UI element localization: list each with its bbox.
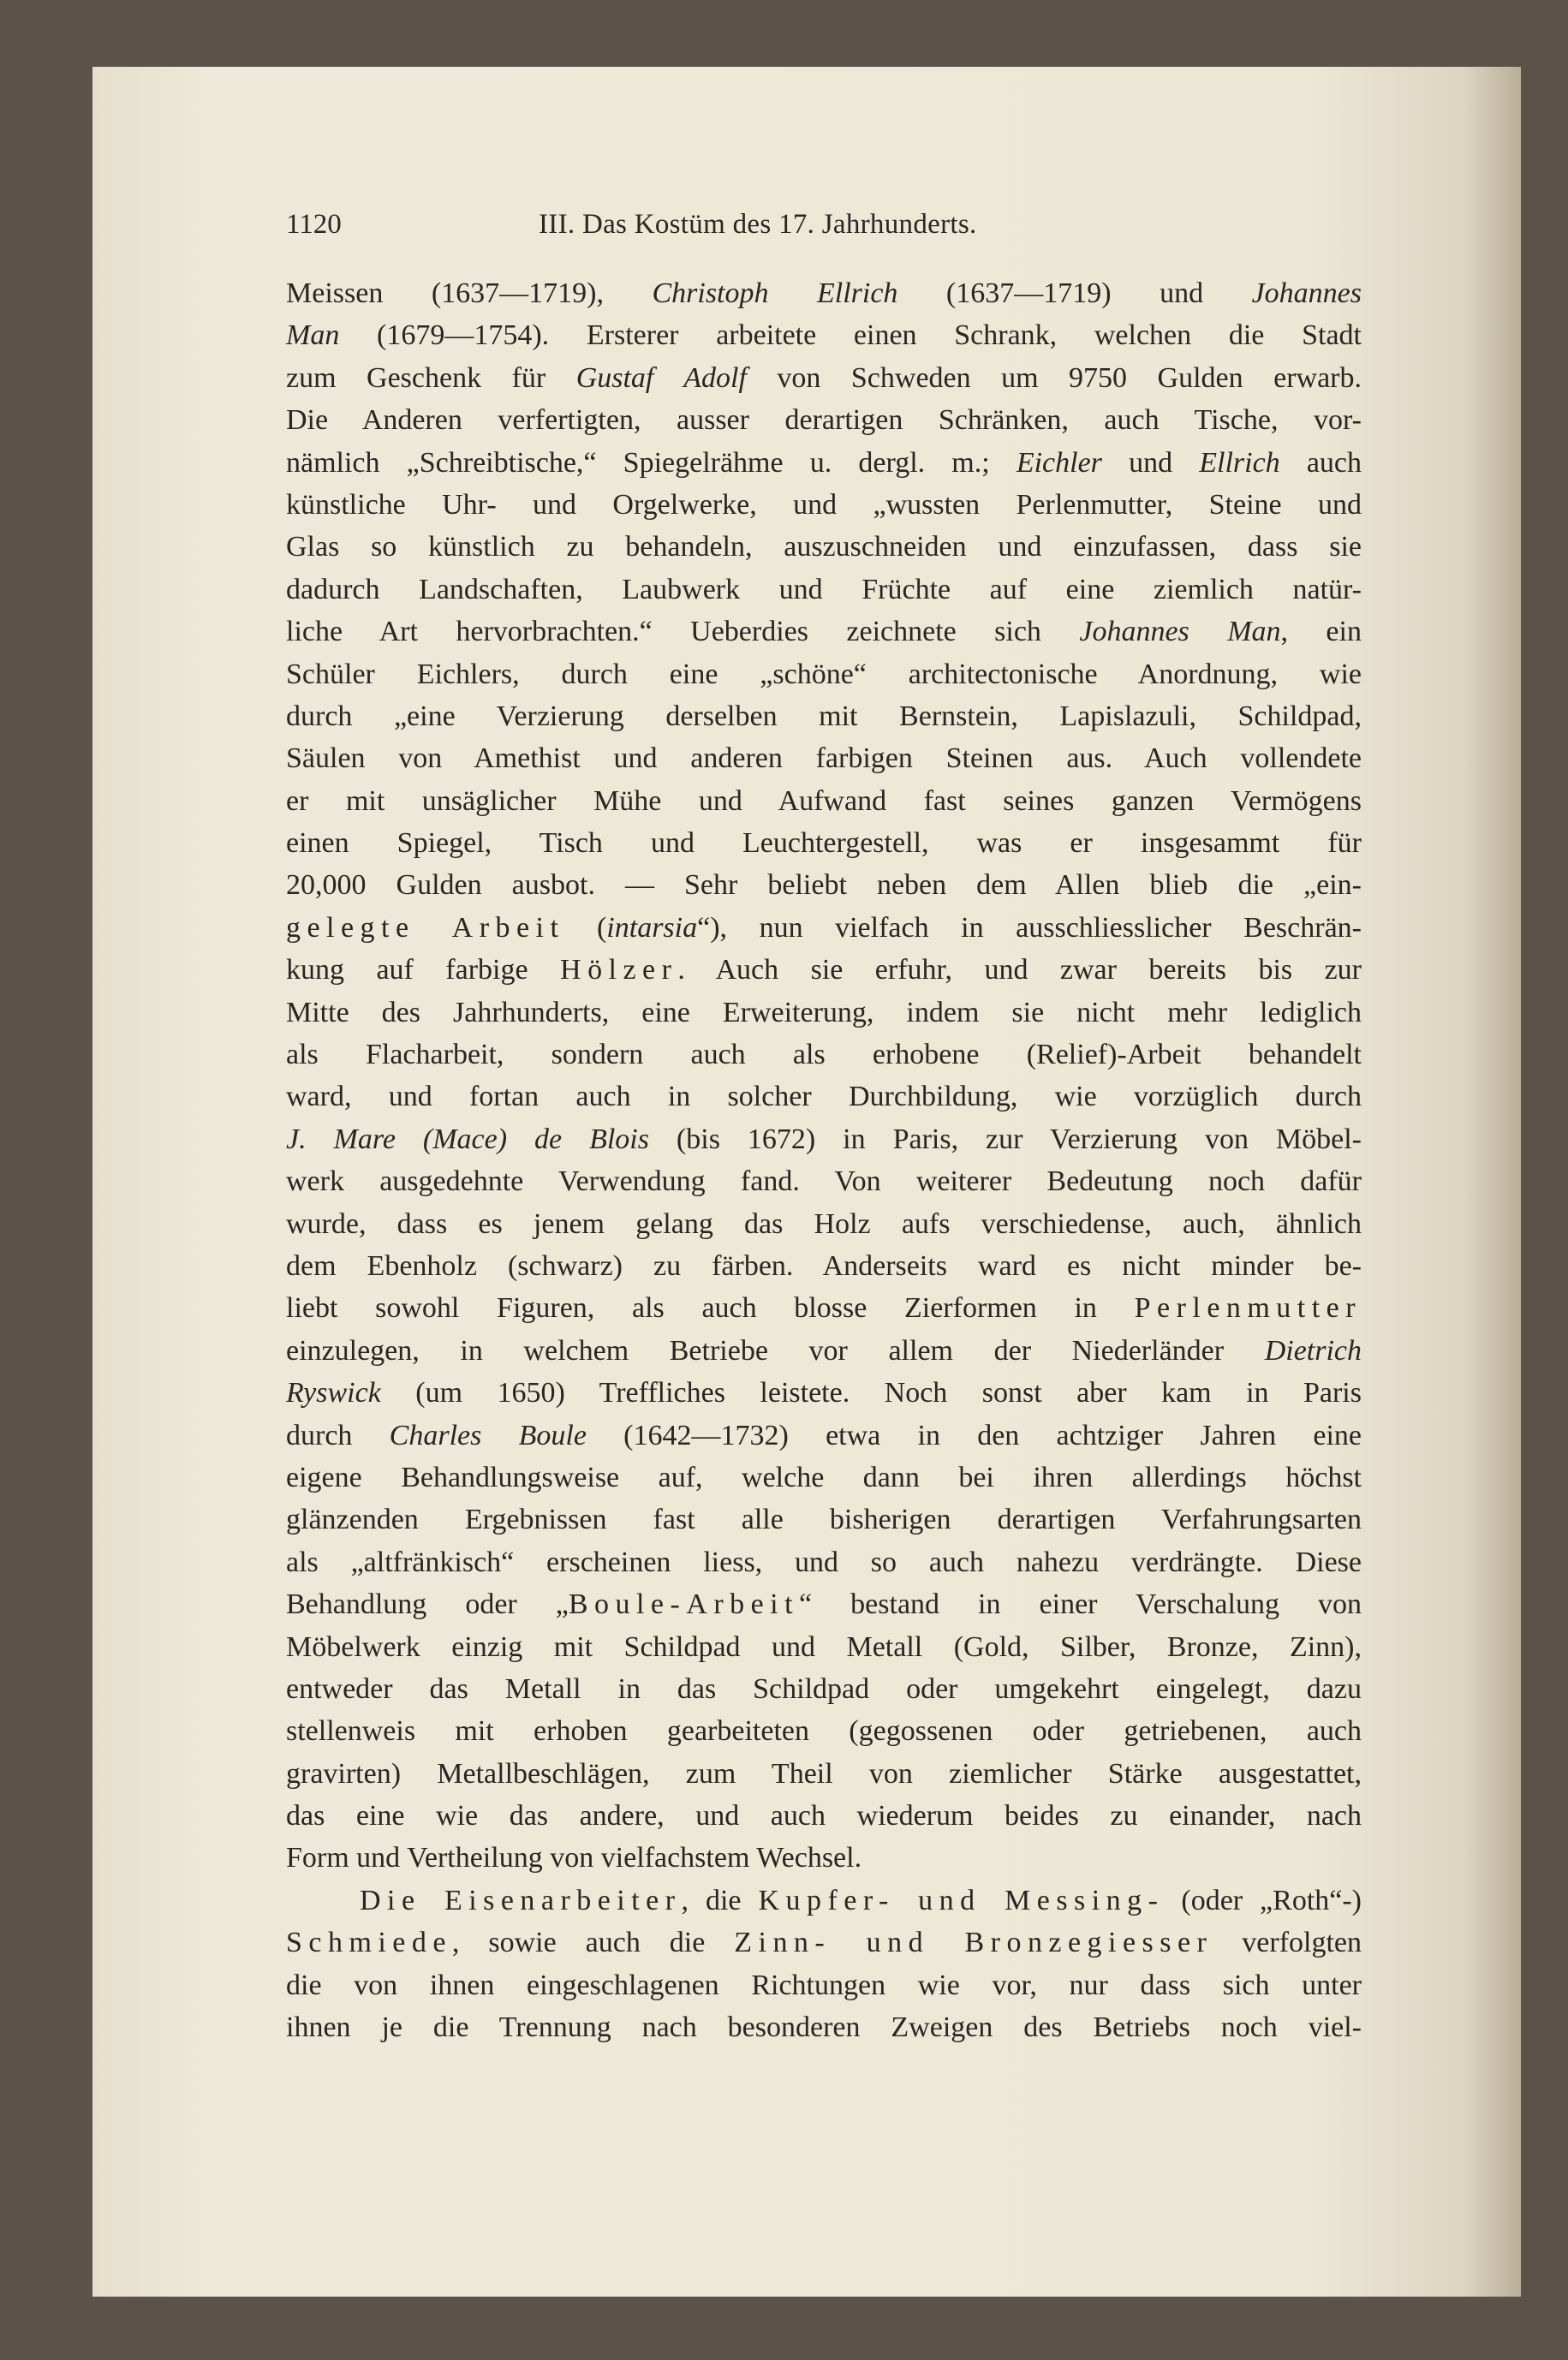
text-line bbox=[286, 1837, 1362, 1879]
paragraph bbox=[286, 272, 1362, 1880]
spaced-emphasis-text: gelegte Arbeit bbox=[286, 911, 565, 944]
text-segment: “ bestand in einer Verschalung von bbox=[799, 1588, 1362, 1621]
text-segment: Möbelwerk einzig mit Schildpad und Metall (Gold, Silber, Bronze, Zinn), bbox=[286, 1630, 1362, 1663]
text-line bbox=[286, 907, 1362, 949]
text-segment: Schüler Eichlers, durch eine „schöne“ architectonische Anordnung, wie bbox=[286, 658, 1362, 690]
text-segment: ihnen je die Trennung nach besonderen Zweigen des Betriebs noch viel- bbox=[286, 2011, 1362, 2044]
text-segment: , ein bbox=[1280, 616, 1362, 648]
text-line bbox=[286, 314, 1362, 356]
text-segment: stellenweis mit erhoben gearbeiteten (gegossenen oder getriebenen, auch bbox=[286, 1715, 1362, 1748]
text-line bbox=[286, 780, 1362, 822]
text-segment: als Flacharbeit, sondern auch als erhobene (Relief)-Arbeit behandelt bbox=[286, 1039, 1362, 1071]
text-segment: liebt sowohl Figuren, als auch blosse Zierformen in bbox=[286, 1292, 1135, 1325]
text-segment: und bbox=[1101, 446, 1200, 479]
text-segment: Säulen von Amethist und anderen farbigen Steinen aus. Auch vollendete bbox=[286, 742, 1362, 775]
text-segment: , sowie auch die bbox=[451, 1927, 735, 1959]
italic-text: Johannes bbox=[1251, 277, 1362, 309]
text-line bbox=[286, 442, 1362, 484]
text-segment: kung auf farbige bbox=[286, 954, 561, 986]
text-segment: Die Anderen verfertigten, ausser derartigen Schränken, auch Tische, vor- bbox=[286, 404, 1362, 437]
italic-text: Eichler bbox=[1016, 446, 1102, 479]
text-line bbox=[286, 1034, 1362, 1076]
text-segment: entweder das Metall in das Schildpad oder umgekehrt eingelegt, dazu bbox=[286, 1672, 1362, 1705]
text-line bbox=[286, 1880, 1362, 1922]
text-line bbox=[286, 1118, 1362, 1160]
text-line bbox=[286, 1710, 1362, 1752]
text-segment: verfolgten bbox=[1213, 1927, 1362, 1959]
spaced-emphasis-text: Boule-Arbeit bbox=[568, 1588, 800, 1621]
text-segment: (1679—1754). Ersterer arbeitete einen Schrank, welchen die Stadt bbox=[339, 319, 1362, 352]
italic-text: Gustaf Adolf bbox=[575, 361, 747, 394]
text-segment: ward, und fortan auch in solcher Durchbildung, wie vorzüglich durch bbox=[286, 1081, 1362, 1113]
text-line bbox=[286, 357, 1362, 399]
italic-text: Ellrich bbox=[1199, 446, 1280, 479]
text-segment: als „altfränkisch“ erscheinen liess, und so auch nahezu verdrängte. Diese bbox=[286, 1546, 1362, 1578]
text-segment: (oder „Roth“-) bbox=[1164, 1884, 1362, 1916]
spaced-emphasis-text: Zinn- und Bronzegiesser bbox=[734, 1927, 1213, 1959]
text-line bbox=[286, 1541, 1362, 1583]
text-line bbox=[286, 949, 1362, 991]
italic-text: Charles Boule bbox=[389, 1419, 587, 1451]
text-segment: nämlich „Schreibtische,“ Spiegelrähme u. dergl. m.; bbox=[286, 446, 1017, 479]
text-line bbox=[286, 611, 1362, 653]
italic-text: Dietrich bbox=[1264, 1334, 1362, 1367]
spaced-emphasis-text: Schmiede bbox=[286, 1927, 452, 1959]
spaced-emphasis-text: Kupfer- und Messing- bbox=[758, 1884, 1165, 1916]
text-line bbox=[286, 1245, 1362, 1287]
text-segment: durch bbox=[286, 1419, 390, 1451]
text-segment: Behandlung oder „ bbox=[286, 1588, 569, 1621]
text-line bbox=[286, 1287, 1362, 1329]
text-line bbox=[286, 1203, 1362, 1245]
body-text bbox=[286, 272, 1362, 2048]
text-segment: werk ausgedehnte Verwendung fand. Von weiterer Bedeutung noch dafür bbox=[286, 1165, 1362, 1198]
text-line bbox=[286, 1160, 1362, 1202]
italic-text: Ryswick bbox=[286, 1377, 381, 1409]
text-line bbox=[286, 1457, 1362, 1499]
text-segment: auch bbox=[1279, 446, 1362, 479]
italic-text: J. Mare (Mace) de Blois bbox=[286, 1123, 649, 1155]
text-line bbox=[286, 1626, 1362, 1668]
text-line bbox=[286, 1076, 1362, 1117]
text-line bbox=[286, 1583, 1362, 1625]
running-header bbox=[286, 209, 1362, 248]
italic-text: Johannes Man bbox=[1079, 616, 1281, 648]
text-line bbox=[286, 1753, 1362, 1795]
text-line bbox=[286, 569, 1362, 611]
text-segment: einen Spiegel, Tisch und Leuchtergestell, was er insgesammt für bbox=[286, 827, 1362, 860]
text-line bbox=[286, 1372, 1362, 1414]
text-segment: künstliche Uhr- und Orgelwerke, und „wussten Perlenmutter, Steine und bbox=[286, 488, 1362, 521]
text-segment: Form und Vertheilung von vielfachstem Wechsel. bbox=[286, 1842, 862, 1874]
text-line bbox=[286, 822, 1362, 864]
text-segment: dem Ebenholz (schwarz) zu färben. Anderseits ward es nicht minder be- bbox=[286, 1249, 1362, 1282]
text-segment: das eine wie das andere, und auch wiederum beides zu einander, nach bbox=[286, 1800, 1362, 1833]
text-segment: ( bbox=[564, 911, 607, 944]
text-segment: er mit unsäglicher Mühe und Aufwand fast seines ganzen Vermögens bbox=[286, 784, 1362, 817]
text-line bbox=[286, 1330, 1362, 1372]
text-segment: durch „eine Verzierung derselben mit Bernstein, Lapislazuli, Schildpad, bbox=[286, 700, 1362, 732]
text-line bbox=[286, 653, 1362, 695]
text-line bbox=[286, 1668, 1362, 1710]
text-segment: eigene Behandlungsweise auf, welche dann bei ihren allerdings höchst bbox=[286, 1461, 1362, 1493]
text-segment: wurde, dass es jenem gelang das Holz aufs verschiedense, auch, ähnlich bbox=[286, 1207, 1362, 1240]
text-segment: , die bbox=[681, 1884, 759, 1916]
text-line bbox=[286, 1795, 1362, 1837]
text-segment: “), nun vielfach in ausschliesslicher Beschrän- bbox=[697, 911, 1362, 944]
paragraph bbox=[286, 1880, 1362, 2049]
text-segment: (bis 1672) in Paris, zur Verzierung von Möbel- bbox=[648, 1123, 1362, 1155]
text-line bbox=[286, 399, 1362, 441]
text-line bbox=[286, 864, 1362, 906]
text-segment: einzulegen, in welchem Betriebe vor allem der Niederländer bbox=[286, 1334, 1265, 1367]
spaced-emphasis-text: Die Eisenarbeiter bbox=[360, 1884, 682, 1916]
text-line bbox=[286, 484, 1362, 526]
text-segment: Meissen (1637—1719), bbox=[286, 277, 653, 309]
text-segment: gravirten) Metallbeschlägen, zum Theil von ziemlicher Stärke ausgestattet, bbox=[286, 1757, 1362, 1790]
text-line bbox=[286, 1922, 1362, 1964]
italic-text: Man bbox=[286, 319, 340, 352]
text-segment: dadurch Landschaften, Laubwerk und Früchte auf eine ziemlich natür- bbox=[286, 573, 1362, 605]
page-number: 1120 bbox=[286, 209, 342, 240]
text-line bbox=[286, 695, 1362, 737]
text-segment: . Auch sie erfuhr, und zwar bereits bis zur bbox=[677, 954, 1362, 986]
text-segment: (um 1650) Treffliches leistete. Noch sonst aber kam in Paris bbox=[380, 1377, 1362, 1409]
text-segment: Glas so künstlich zu behandeln, auszuschneiden und einzufassen, dass sie bbox=[286, 531, 1362, 563]
text-line bbox=[286, 1415, 1362, 1457]
running-title: III. Das Kostüm des 17. Jahrhunderts. bbox=[539, 209, 977, 240]
text-line bbox=[286, 992, 1362, 1034]
text-segment: (1642—1732) etwa in den achtziger Jahren eine bbox=[586, 1419, 1362, 1451]
text-line bbox=[286, 526, 1362, 568]
text-line bbox=[286, 737, 1362, 779]
text-segment: von Schweden um 9750 Gulden erwarb. bbox=[746, 361, 1362, 394]
text-segment: zum Geschenk für bbox=[286, 361, 576, 394]
italic-text: intarsia bbox=[606, 911, 698, 944]
text-segment: liche Art hervorbrachten.“ Ueberdies zeichnete sich bbox=[286, 616, 1080, 648]
text-line bbox=[286, 2006, 1362, 2048]
text-line bbox=[286, 1964, 1362, 2006]
text-line bbox=[286, 1499, 1362, 1541]
text-segment: (1637—1719) und bbox=[897, 277, 1252, 309]
text-line bbox=[286, 272, 1362, 314]
text-segment: die von ihnen eingeschlagenen Richtungen wie vor, nur dass sich unter bbox=[286, 1969, 1362, 2001]
italic-text: Christoph Ellrich bbox=[652, 277, 898, 309]
text-segment: glänzenden Ergebnissen fast alle bisherigen derartigen Verfahrungsarten bbox=[286, 1504, 1362, 1536]
spaced-emphasis-text: Hölzer bbox=[560, 954, 678, 986]
spaced-emphasis-text: Perlenmutter bbox=[1134, 1292, 1362, 1325]
text-segment: Mitte des Jahrhunderts, eine Erweiterung, indem sie nicht mehr lediglich bbox=[286, 996, 1362, 1028]
text-segment: 20,000 Gulden ausbot. — Sehr beliebt neben dem Allen blieb die „ein- bbox=[286, 869, 1362, 902]
